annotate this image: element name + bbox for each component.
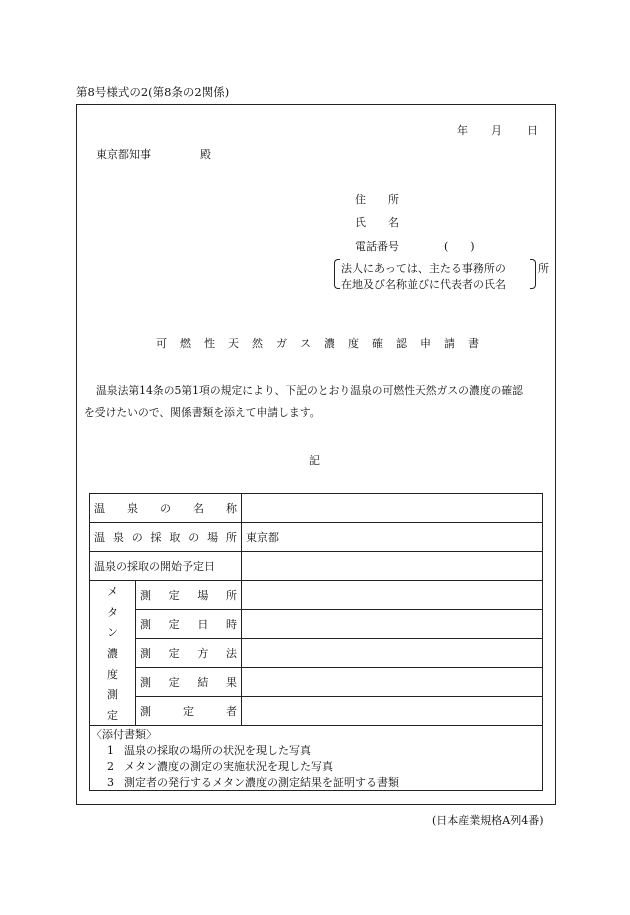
name-label: 氏 名 [355, 216, 399, 229]
phone-label: 電話番号 [355, 240, 399, 253]
table-row [90, 639, 543, 668]
detail-table [89, 493, 543, 726]
addressee-name: 東京都知事 [96, 148, 151, 161]
measurer-value[interactable] [242, 697, 543, 726]
table-row [90, 494, 543, 523]
attachment-item: 3 測定者の発行するメタン濃度の測定結果を証明する書類 [107, 776, 399, 789]
attachment-item: 2 メタン濃度の測定の実施状況を現した写真 [107, 760, 333, 773]
measure-method-value[interactable] [242, 639, 543, 668]
table-row [90, 668, 543, 697]
form-number: 第8号様式の2(第8条の2関係) [76, 85, 230, 99]
addressee-honorific: 殿 [200, 148, 211, 161]
corp-note-bracket-left [334, 259, 340, 289]
date-year: 年 [457, 124, 468, 137]
methane-group-label: メ タ ン 濃 度 測 定 [90, 581, 136, 726]
body-text-line2: を受けたいので、関係書類を添えて申請します。 [84, 406, 321, 419]
table-row [90, 552, 543, 581]
table-row [90, 523, 543, 552]
measure-result-label: 測 定 結 果 [136, 668, 242, 697]
measure-method-label: 測 定 方 法 [136, 639, 242, 668]
table-row [90, 697, 543, 726]
corp-note-line1: 法人にあっては、主たる事務所の [341, 262, 506, 275]
date-day: 日 [527, 124, 538, 137]
body-text-line1: 温泉法第14条の5第1項の規定により、下記のとおり温泉の可燃性天然ガスの濃度の確認 [96, 384, 523, 397]
collection-site-value[interactable]: 東京都 [242, 523, 543, 552]
onsen-name-value[interactable] [242, 494, 543, 523]
attachments-heading: 〈添付書類〉 [91, 728, 157, 741]
corp-note-bracket-right [530, 259, 536, 289]
onsen-name-label: 温 泉 の 名 称 [90, 494, 242, 523]
start-date-label: 温泉の採取の開始予定日 [90, 552, 242, 581]
measure-datetime-value[interactable] [242, 610, 543, 639]
corp-note-line2: 在地及び名称並びに代表者の氏名 [341, 278, 506, 291]
page-title: 可燃性天然ガス濃度確認申請書 [156, 337, 492, 350]
measure-result-value[interactable] [242, 668, 543, 697]
measurer-label: 測 定 者 [136, 697, 242, 726]
paper-size-note: (日本産業規格A列4番) [432, 814, 544, 827]
corp-note-suffix: 所 [538, 262, 549, 275]
attachment-item: 1 温泉の採取の場所の状況を現した写真 [107, 744, 311, 757]
collection-site-label: 温 泉 の 採 取 の 場 所 [90, 523, 242, 552]
measure-site-label: 測 定 場 所 [136, 581, 242, 610]
table-row [90, 581, 543, 610]
address-label: 住 所 [355, 193, 399, 206]
phone-paren: ( ) [444, 240, 475, 253]
measure-site-value[interactable] [242, 581, 543, 610]
measure-datetime-label: 測 定 日 時 [136, 610, 242, 639]
date-month: 月 [491, 124, 502, 137]
ki-heading: 記 [309, 454, 320, 467]
start-date-value[interactable] [242, 552, 543, 581]
table-row [90, 610, 543, 639]
